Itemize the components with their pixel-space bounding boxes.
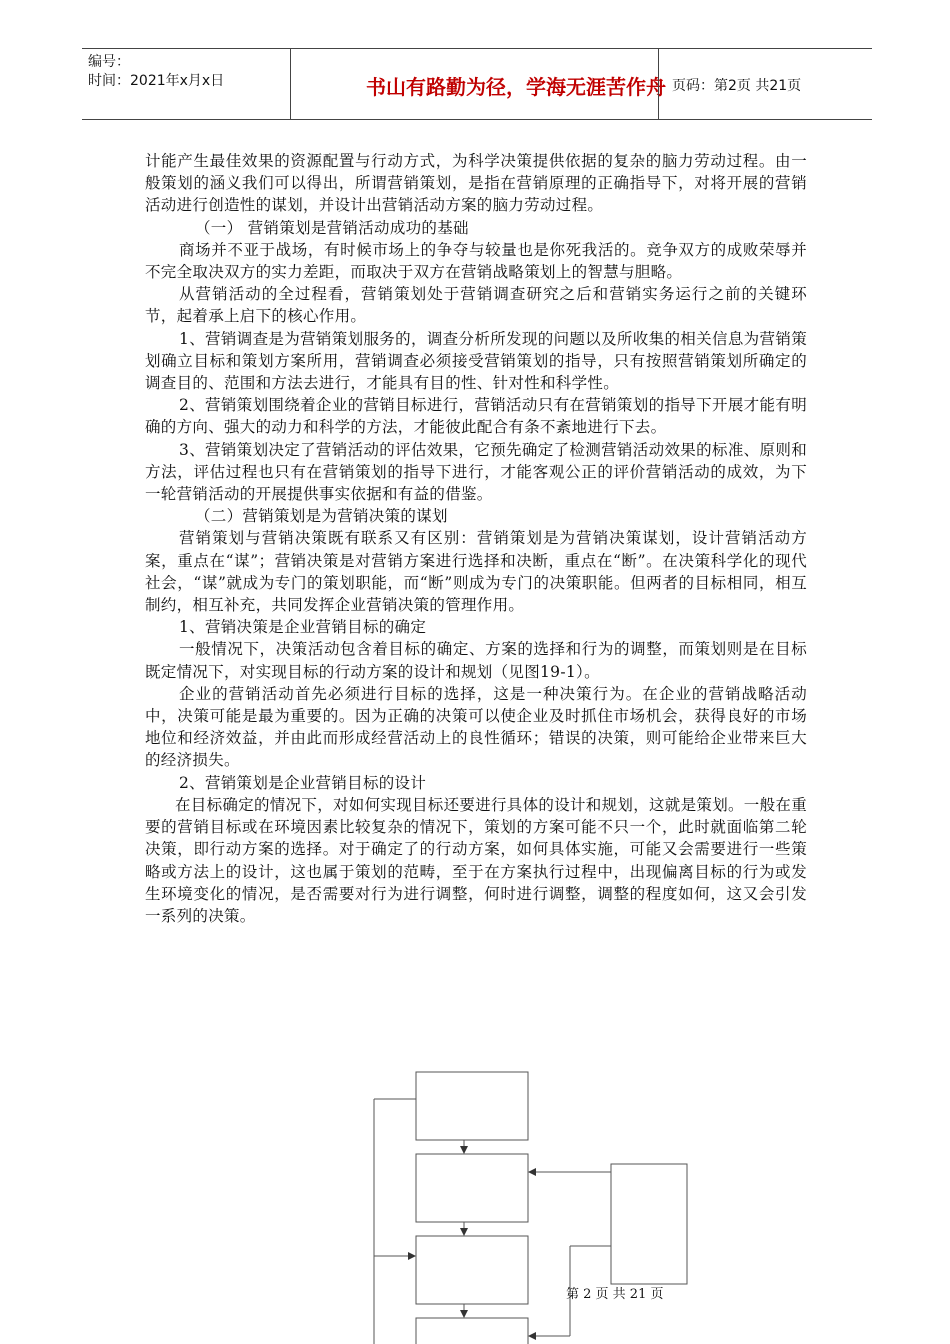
diagram-box (416, 1318, 528, 1344)
paragraph: 从营销活动的全过程看，营销策划处于营销调查研究之后和营销实务运行之前的关键环节，起着承上启下的核心作用。 (145, 285, 807, 326)
number-label: 编号： (88, 54, 130, 70)
paragraph: 2、营销策划围绕着企业的营销目标进行，营销活动只有在营销策划的指导下开展才能有明确的方向、强大的动力和科学的方法，才能彼此配合有条不紊地进行下去。 (145, 396, 807, 437)
diagram-box (416, 1072, 528, 1140)
paragraph: 3、营销策划决定了营销活动的评估效果，它预先确定了检测营销活动效果的标准、原则和方法，评估过程也只有在营销策划的指导下进行，才能客观公正的评价营销活动的成效，为下一轮营销活动的开展提供事实依据和有益的借鉴。 (145, 440, 807, 504)
header-divider (290, 49, 291, 119)
page-header (82, 48, 872, 120)
paragraph: 营销策划与营销决策既有联系又有区别：营销策划是为营销决策谋划，设计营销活动方案，重点在“谋”；营销决策是对营销方案进行选择和决断，重点在“断”。在决策科学化的现代社会，“谋”就成为专门的策划职能，而“断”则成为专门的决策职能。但两者的目标相同，相互制约，相互补充，共同发挥企业营销决策的管理作用。 (145, 529, 807, 615)
section-heading: （一） 营销策划是营销活动成功的基础 (195, 218, 469, 237)
paragraph: 商场并不亚于战场，有时候市场上的争夺与较量也是你死我活的。竞争双方的成败荣辱并不完全取决双方的实力差距，而取决于双方在营销战略策划上的智慧与胆略。 (145, 240, 807, 282)
paragraph: 一般情况下，决策活动包含着目标的确定、方案的选择和行为的调整，而策划则是在目标既定情况下，对实现目标的行动方案的设计和规划（见图19-1）。 (145, 640, 807, 681)
header-page-info: 页码：第2页 共21页 (672, 78, 802, 94)
header-motto: 书山有路勤为径，学海无涯苦作舟 (366, 75, 666, 99)
diagram-box (416, 1154, 528, 1222)
subheading: 2、营销策划是企业营销目标的设计 (179, 773, 427, 792)
paragraph: 在目标确定的情况下，对如何实现目标还要进行具体的设计和规划，这就是策划。一般在重要的营销目标或在环境因素比较复杂的情况下，策划的方案可能不只一个，此时就面临第二轮决策，即行动方案的选择。对于确定了的行动方案，如何具体实施，可能又会需要进行一些策略或方法上的设计，这也属于策划的范畴，至于在方案执行过程中，出现偏离目标的行为或发生环境变化的情况，是否需要对行为进行调整，何时进行调整，调整的程度如何，这又会引发一系列的决策。 (145, 795, 808, 925)
section-heading: （二）营销策划是为营销决策的谋划 (195, 507, 448, 526)
header-meta (88, 53, 224, 91)
diagram-side-box (611, 1164, 687, 1284)
paragraph: 1、营销调查是为营销策划服务的，调查分析所发现的问题以及所收集的相关信息为营销策划确立目标和策划方案所用，营销调查必须接受营销策划的指导，只有按照营销策划所确定的调查目的、范围和方法去进行，才能具有目的性、针对性和科学性。 (145, 329, 807, 393)
time-label: 时间：2021年x月x日 (88, 73, 225, 89)
paragraph: 计能产生最佳效果的资源配置与行动方式，为科学决策提供依据的复杂的脑力劳动过程。由一般策划的涵义我们可以得出，所谓营销策划，是指在营销原理的正确指导下，对将开展的营销活动进行创造性的谋划，并设计出营销活动方案的脑力劳动过程。 (145, 152, 807, 215)
subheading: 1、营销决策是企业营销目标的确定 (179, 618, 427, 637)
header-divider (658, 49, 659, 119)
page-footer: 第 2 页 共 21 页 (566, 1287, 664, 1302)
document-body (145, 150, 807, 927)
diagram-box (416, 1236, 528, 1304)
paragraph: 企业的营销活动首先必须进行目标的选择，这是一种决策行为。在企业的营销战略活动中，决策可能是最为重要的。因为正确的决策可以使企业及时抓住市场机会，获得良好的市场地位和经济效益，并由此而形成经营活动上的良性循环；错误的决策，则可能给企业带来巨大的经济损失。 (145, 684, 807, 770)
